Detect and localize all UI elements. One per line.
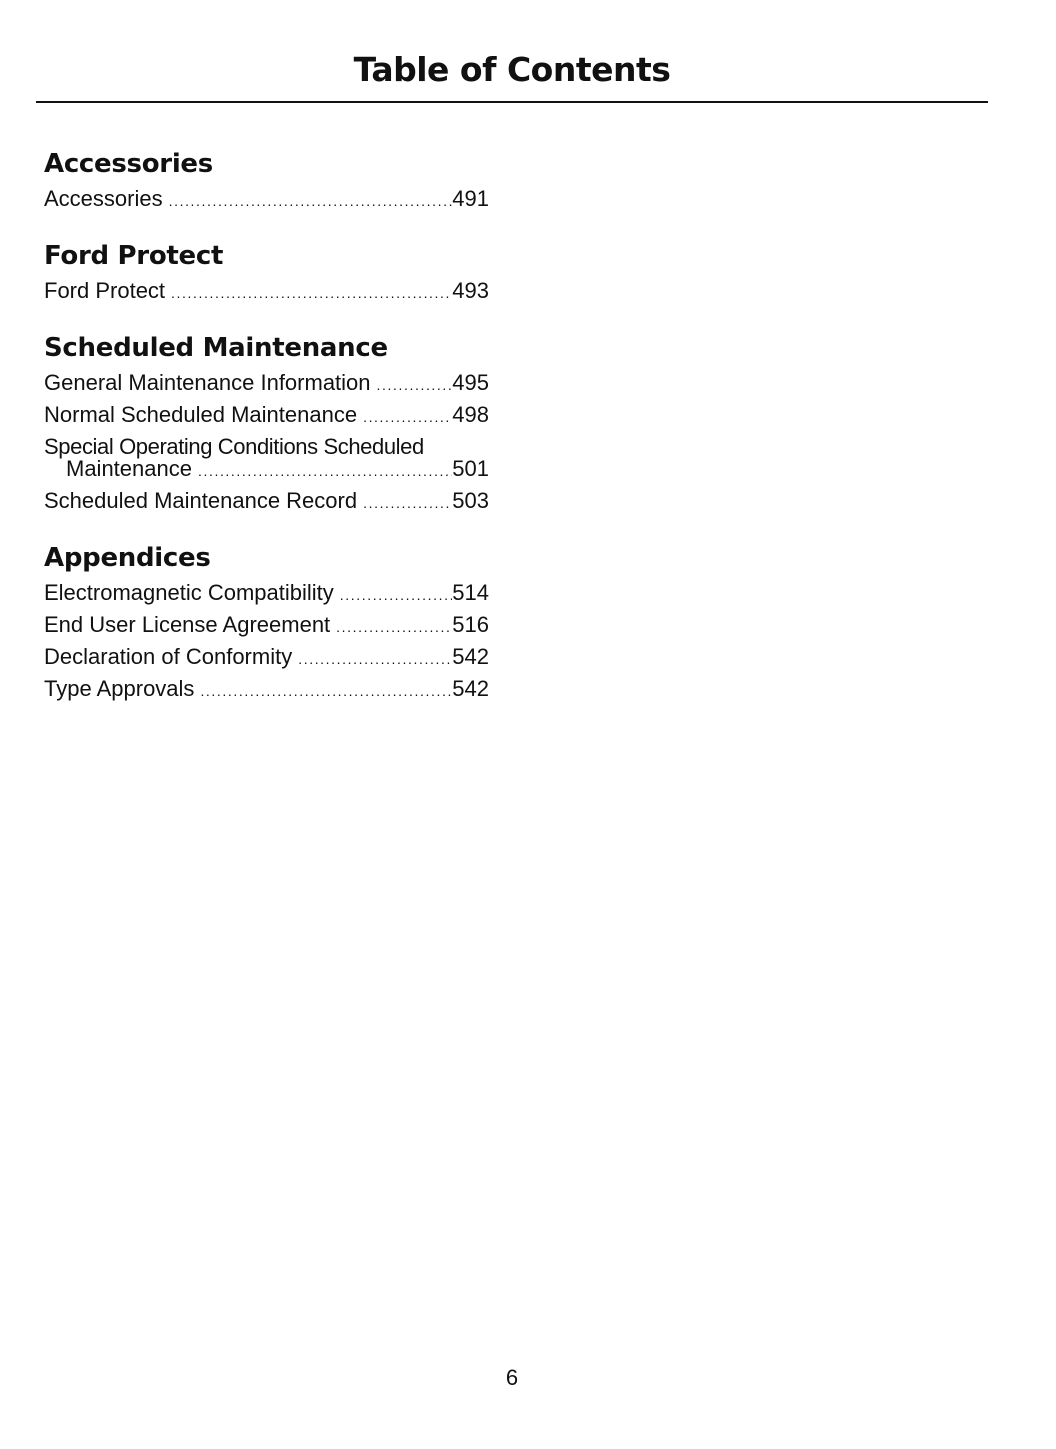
toc-entry[interactable] xyxy=(44,642,489,674)
toc-entry[interactable] xyxy=(44,432,489,486)
toc-entry-label: General Maintenance Information xyxy=(44,370,371,395)
toc-entry-page: 503 xyxy=(452,488,489,513)
toc-entry[interactable] xyxy=(44,400,489,432)
toc-entry[interactable] xyxy=(44,610,489,642)
toc-entry[interactable] xyxy=(44,276,489,308)
dot-leader xyxy=(363,402,452,432)
dot-leader xyxy=(363,488,452,518)
toc-entry[interactable] xyxy=(44,184,489,216)
toc-section-accessories xyxy=(44,146,489,216)
section-heading: Scheduled Maintenance xyxy=(44,333,388,363)
toc-entry-page: 493 xyxy=(452,278,489,303)
toc-entry[interactable] xyxy=(44,368,489,400)
toc-entry-label: Maintenance xyxy=(66,456,192,481)
dot-leader xyxy=(336,612,452,642)
toc-entry-label: Type Approvals xyxy=(44,676,195,701)
toc-entry-page: 514 xyxy=(452,580,489,605)
table-of-contents xyxy=(44,146,489,728)
toc-section-scheduled-maintenance xyxy=(44,330,489,518)
dot-leader xyxy=(377,370,453,400)
dot-leader xyxy=(198,460,452,482)
toc-entry-page: 501 xyxy=(452,456,489,481)
section-heading: Ford Protect xyxy=(44,241,224,271)
toc-entry-page: 542 xyxy=(452,676,489,701)
toc-entry-page: 495 xyxy=(452,370,489,395)
dot-leader xyxy=(169,186,453,216)
section-heading: Appendices xyxy=(44,543,211,573)
dot-leader xyxy=(340,580,453,610)
toc-entry-label: Accessories xyxy=(44,186,163,211)
toc-entry-page: 498 xyxy=(452,402,489,427)
toc-section-ford-protect xyxy=(44,238,489,308)
section-heading: Accessories xyxy=(44,149,213,179)
toc-entry-page: 491 xyxy=(452,186,489,211)
dot-leader xyxy=(298,644,452,674)
toc-entry[interactable] xyxy=(44,578,489,610)
toc-entry-page: 516 xyxy=(452,612,489,637)
title-divider xyxy=(36,101,988,103)
page-title: Table of Contents xyxy=(353,50,671,89)
toc-entry[interactable] xyxy=(44,674,489,706)
page-number: 6 xyxy=(505,1365,519,1390)
toc-entry-label: Normal Scheduled Maintenance xyxy=(44,402,358,427)
toc-entry[interactable] xyxy=(44,486,489,518)
toc-entry-label: Declaration of Conformity xyxy=(44,644,293,669)
toc-entry-page: 542 xyxy=(452,644,489,669)
dot-leader xyxy=(171,278,452,308)
toc-entry-label: Ford Protect xyxy=(44,278,166,303)
toc-section-appendices xyxy=(44,540,489,706)
dot-leader xyxy=(200,676,452,706)
toc-entry-continuation xyxy=(44,458,489,482)
toc-entry-label: Scheduled Maintenance Record xyxy=(44,488,358,513)
toc-entry-label: Electromagnetic Compatibility xyxy=(44,580,334,605)
toc-entry-label: End User License Agreement xyxy=(44,612,331,637)
toc-entry-label: Special Operating Conditions Scheduled xyxy=(44,434,424,459)
